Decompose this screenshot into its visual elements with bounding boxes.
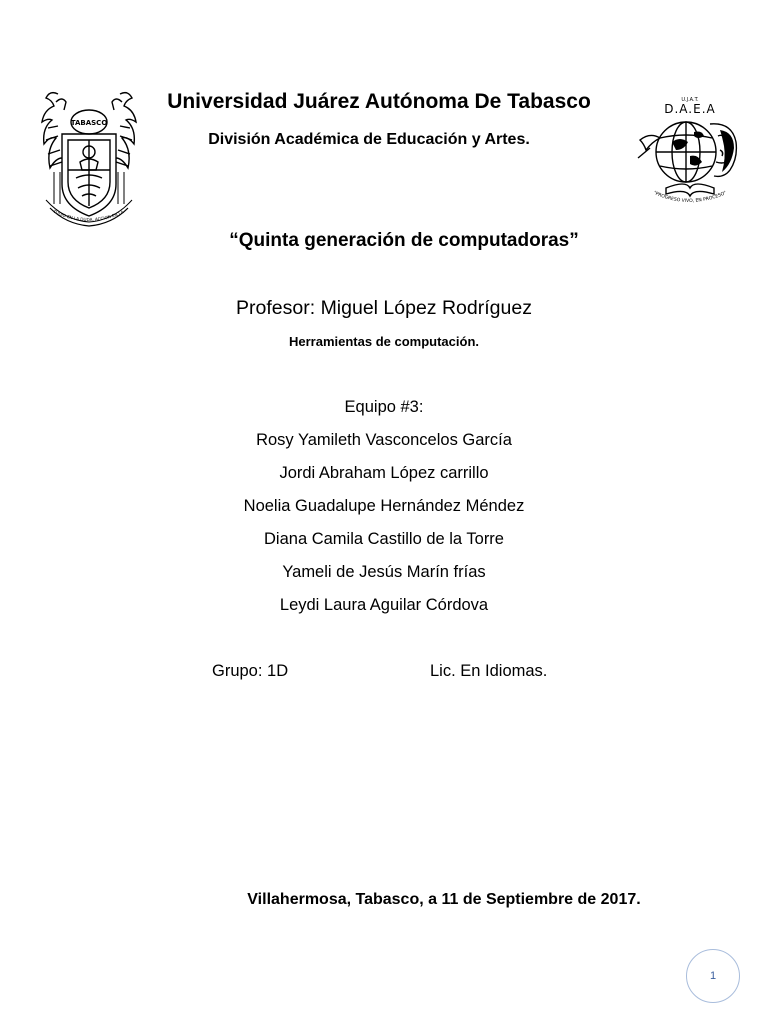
team-member: Noelia Guadalupe Hernández Méndez bbox=[243, 497, 525, 515]
team-member: Jordi Abraham López carrillo bbox=[279, 464, 489, 482]
team-member: Yameli de Jesús Marín frías bbox=[282, 563, 486, 581]
team-member: Leydi Laura Aguilar Córdova bbox=[279, 596, 489, 614]
page-number-badge bbox=[686, 949, 740, 1003]
ujat-coat-of-arms-icon bbox=[36, 88, 142, 230]
ujat-logo-motto-text: TUDIO EN LA DUDA. ACCION EN LA bbox=[52, 208, 125, 223]
team-label: Equipo #3: bbox=[344, 398, 424, 416]
daea-logo-motto-text: "PROGRESO VIVO, EN PROCESO" bbox=[652, 190, 728, 205]
daea-logo-small-text: U.J.A.T. bbox=[681, 97, 699, 103]
university-name: Universidad Juárez Autónoma De Tabasco bbox=[167, 90, 591, 113]
team-member: Diana Camila Castillo de la Torre bbox=[264, 530, 504, 548]
page-number: 1 bbox=[709, 970, 717, 982]
group-label: Grupo: 1D bbox=[212, 662, 289, 680]
team-member: Rosy Yamileth Vasconcelos García bbox=[256, 431, 512, 449]
professor-name: Profesor: Miguel López Rodríguez bbox=[236, 297, 532, 319]
division-name: División Académica de Educación y Artes. bbox=[208, 131, 530, 148]
daea-logo-main-text: D.A.E.A bbox=[664, 102, 716, 116]
document-title: “Quinta generación de computadoras” bbox=[229, 230, 579, 251]
ujat-logo-top-text: TABASCO bbox=[70, 119, 108, 127]
program-label: Lic. En Idiomas. bbox=[430, 662, 548, 680]
place-date: Villahermosa, Tabasco, a 11 de Septiembre de 2017. bbox=[247, 891, 641, 908]
subject-name: Herramientas de computación. bbox=[289, 334, 479, 349]
ujat-logo bbox=[36, 88, 142, 230]
daea-emblem-icon bbox=[636, 92, 744, 208]
daea-logo bbox=[636, 92, 744, 208]
